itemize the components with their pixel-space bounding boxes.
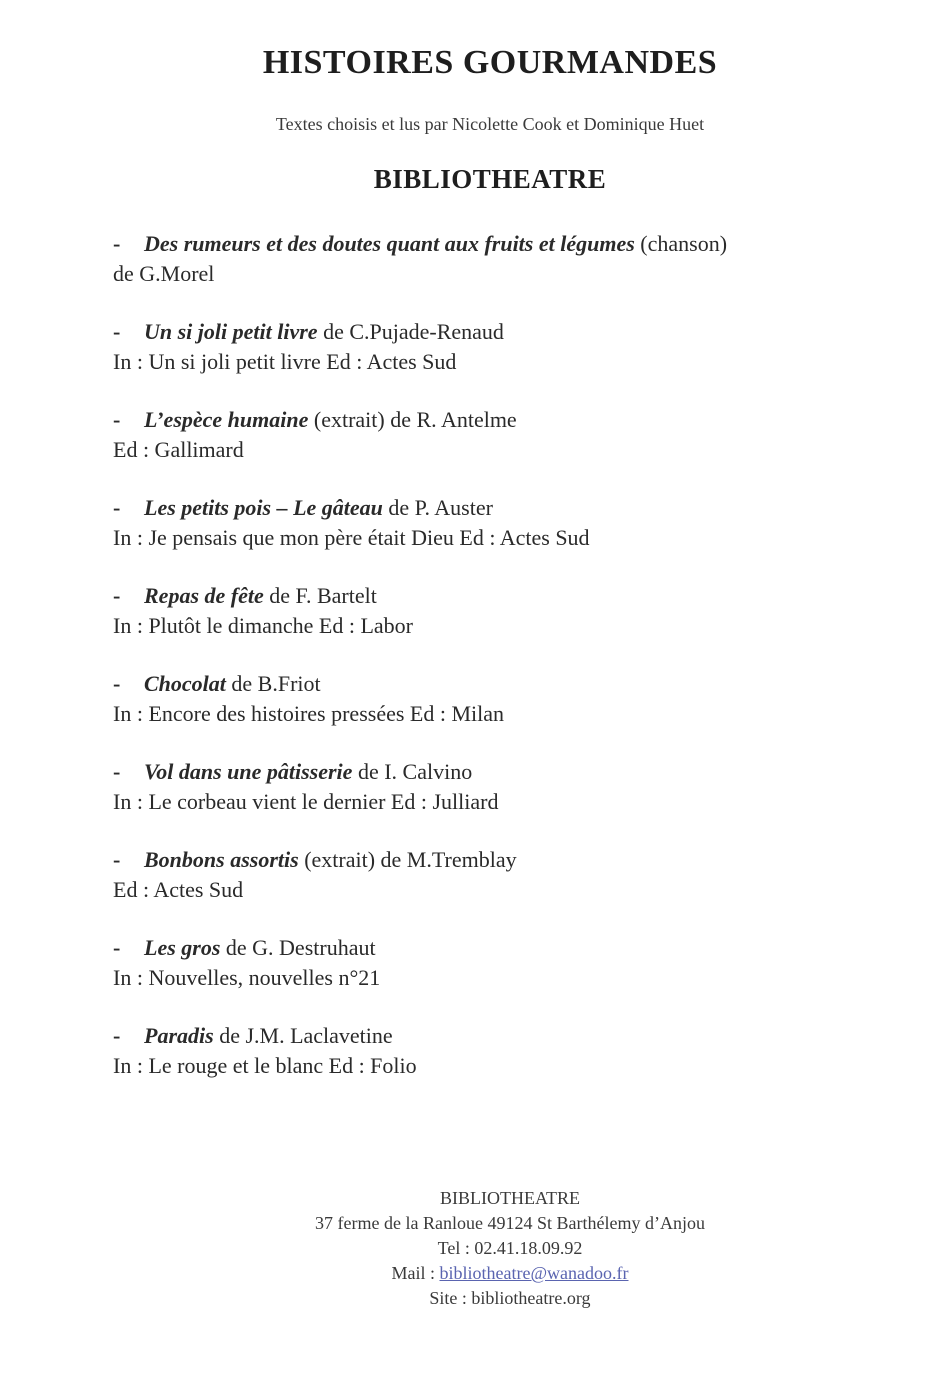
list-dash: - bbox=[113, 231, 121, 256]
entry-source: de G.Morel bbox=[113, 261, 215, 286]
work-author: de C.Pujade-Renaud bbox=[317, 319, 504, 344]
email-link[interactable]: bibliotheatre@wanadoo.fr bbox=[439, 1263, 629, 1283]
work-author: de J.M. Laclavetine bbox=[213, 1023, 393, 1048]
footer-organization: BIBLIOTHEATRE bbox=[440, 1188, 580, 1208]
list-dash: - bbox=[113, 583, 121, 608]
entry-source: Ed : Actes Sud bbox=[113, 877, 244, 902]
entry-title-line bbox=[113, 493, 873, 523]
entry-source: Ed : Gallimard bbox=[113, 437, 244, 462]
work-title: Vol dans une pâtisserie bbox=[144, 759, 353, 784]
work-title: Chocolat bbox=[144, 671, 226, 696]
contact-footer bbox=[240, 1186, 780, 1311]
list-item bbox=[113, 757, 873, 845]
entry-source: In : Je pensais que mon père était Dieu Ed : Actes Sud bbox=[113, 525, 590, 550]
work-title: Repas de fête bbox=[144, 583, 264, 608]
list-dash: - bbox=[113, 671, 121, 696]
entry-title-line bbox=[113, 229, 873, 259]
footer-mail-label: Mail : bbox=[391, 1263, 440, 1283]
entry-source: In : Le corbeau vient le dernier Ed : Julliard bbox=[113, 789, 499, 814]
work-title: Les petits pois – Le gâteau bbox=[144, 495, 383, 520]
work-author: de F. Bartelt bbox=[263, 583, 377, 608]
entry-title-line bbox=[113, 1021, 873, 1051]
footer-site: Site : bibliotheatre.org bbox=[429, 1288, 591, 1308]
list-item bbox=[113, 933, 873, 1021]
list-dash: - bbox=[113, 847, 121, 872]
work-author: (extrait) de R. Antelme bbox=[308, 407, 517, 432]
work-title: Un si joli petit livre bbox=[144, 319, 318, 344]
list-dash: - bbox=[113, 759, 121, 784]
list-item bbox=[113, 229, 873, 317]
page-subtitle: Textes choisis et lus par Nicolette Cook et Dominique Huet bbox=[275, 114, 705, 134]
work-title: Paradis bbox=[144, 1023, 214, 1048]
entry-title-line bbox=[113, 845, 873, 875]
list-item bbox=[113, 405, 873, 493]
work-author: (chanson) bbox=[634, 231, 728, 256]
list-dash: - bbox=[113, 407, 121, 432]
list-dash: - bbox=[113, 319, 121, 344]
list-item bbox=[113, 1021, 873, 1109]
entry-source: In : Nouvelles, nouvelles n°21 bbox=[113, 965, 381, 990]
list-item bbox=[113, 845, 873, 933]
page-title: HISTOIRES GOURMANDES bbox=[262, 44, 718, 81]
entry-title-line bbox=[113, 405, 873, 435]
entry-source: In : Le rouge et le blanc Ed : Folio bbox=[113, 1053, 417, 1078]
entry-title-line bbox=[113, 669, 873, 699]
work-author: de I. Calvino bbox=[352, 759, 473, 784]
list-dash: - bbox=[113, 935, 121, 960]
entry-source: In : Encore des histoires pressées Ed : Milan bbox=[113, 701, 505, 726]
footer-mail-line bbox=[240, 1261, 780, 1286]
list-dash: - bbox=[113, 1023, 121, 1048]
list-item bbox=[113, 493, 873, 581]
entry-source: In : Un si joli petit livre Ed : Actes Sud bbox=[113, 349, 457, 374]
entry-source: In : Plutôt le dimanche Ed : Labor bbox=[113, 613, 413, 638]
entry-title-line bbox=[113, 581, 873, 611]
list-dash: - bbox=[113, 495, 121, 520]
organization-heading: BIBLIOTHEATRE bbox=[373, 164, 607, 194]
work-title: Les gros bbox=[144, 935, 221, 960]
work-title: Bonbons assortis bbox=[144, 847, 299, 872]
work-title: Des rumeurs et des doutes quant aux fruits et légumes bbox=[144, 231, 635, 256]
work-author: (extrait) de M.Tremblay bbox=[298, 847, 517, 872]
work-author: de P. Auster bbox=[382, 495, 493, 520]
work-author: de B.Friot bbox=[225, 671, 321, 696]
entry-title-line bbox=[113, 933, 873, 963]
entry-title-line bbox=[113, 757, 873, 787]
list-item bbox=[113, 317, 873, 405]
entry-title-line bbox=[113, 317, 873, 347]
footer-address: 37 ferme de la Ranloue 49124 St Barthélemy d’Anjou bbox=[315, 1213, 705, 1233]
work-title: L’espèce humaine bbox=[144, 407, 309, 432]
list-item bbox=[113, 669, 873, 757]
list-item bbox=[113, 581, 873, 669]
work-author: de G. Destruhaut bbox=[220, 935, 376, 960]
footer-phone: Tel : 02.41.18.09.92 bbox=[437, 1238, 583, 1258]
reading-list bbox=[113, 229, 873, 1109]
